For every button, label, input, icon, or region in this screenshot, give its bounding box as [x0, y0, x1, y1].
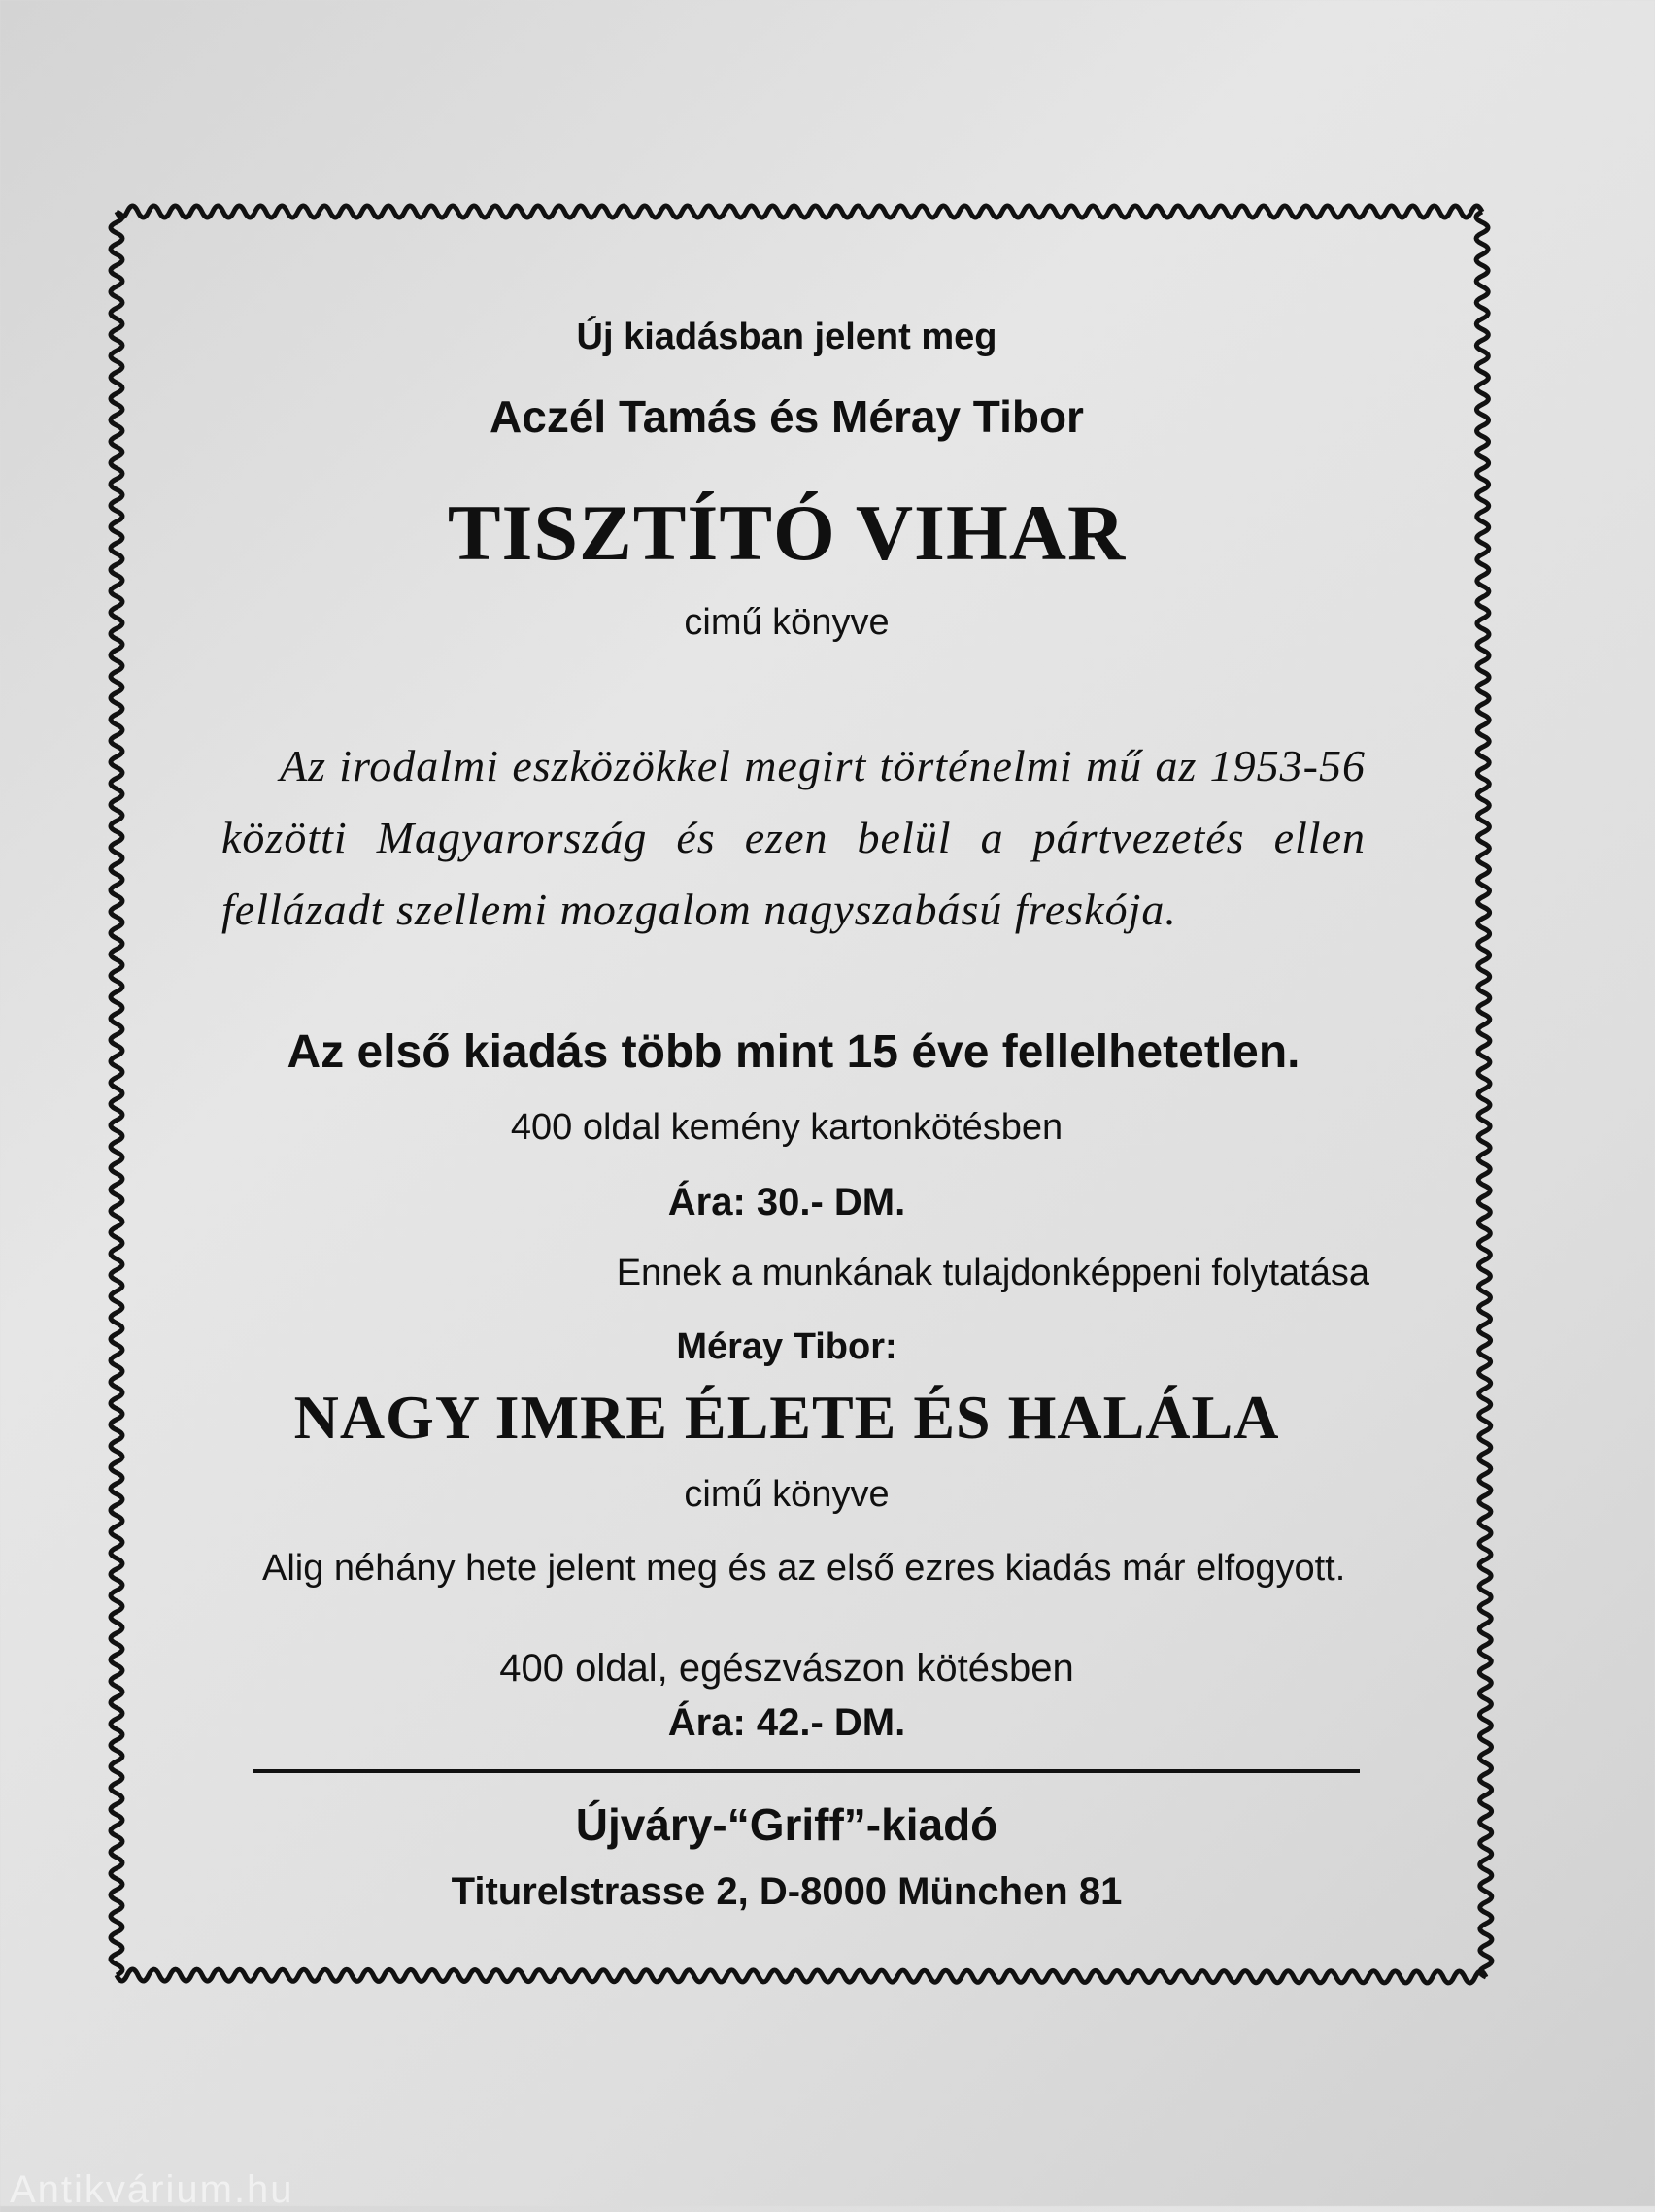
book-description: Az irodalmi eszközökkel megirt történelmi mű az 1953-56 közötti Magyarország és ezen belül a pártvezetés ellen fellázadt szellemi mozgalom nagyszabású freskója.	[221, 741, 1366, 934]
book-subtitle-1: cimű könyve	[684, 602, 890, 643]
frame-edge	[117, 1969, 1486, 1983]
publisher-name: Újváry-“Griff”-kiadó	[575, 1799, 998, 1850]
sales-note: Alig néhány hete jelent meg és az első ezres kiadás már elfogyott.	[262, 1548, 1346, 1589]
frame-edge	[111, 212, 122, 1975]
publisher-address: Titurelstrasse 2, D-8000 München 81	[451, 1870, 1123, 1913]
watermark-text: Antikvárium.hu	[10, 2168, 294, 2211]
advertisement	[194, 291, 1379, 1942]
authors-line: Aczél Tamás és Méray Tibor	[490, 391, 1084, 442]
book-subtitle-2: cimű könyve	[684, 1474, 890, 1515]
intro-line: Új kiadásban jelent meg	[576, 317, 997, 357]
price-1: Ára: 30.- DM.	[667, 1181, 906, 1223]
binding-info-1: 400 oldal kemény kartonkötésben	[510, 1107, 1064, 1148]
book-title-1: TISZTÍTÓ VIHAR	[447, 488, 1127, 577]
book-title-2: NAGY IMRE ÉLETE ÉS HALÁLA	[293, 1383, 1280, 1452]
author-2: Méray Tibor:	[676, 1326, 897, 1367]
divider-rule	[253, 1769, 1360, 1773]
first-edition-note: Az első kiadás több mint 15 éve fellelhetetlen.	[287, 1026, 1300, 1078]
continuation-note: Ennek a munkának tulajdonképpeni folytatása	[616, 1253, 1369, 1293]
binding-info-2: 400 oldal, egészvászon kötésben	[499, 1647, 1074, 1690]
frame-edge	[117, 206, 1482, 218]
frame-edge	[1476, 212, 1492, 1977]
price-2: Ára: 42.- DM.	[667, 1701, 906, 1744]
